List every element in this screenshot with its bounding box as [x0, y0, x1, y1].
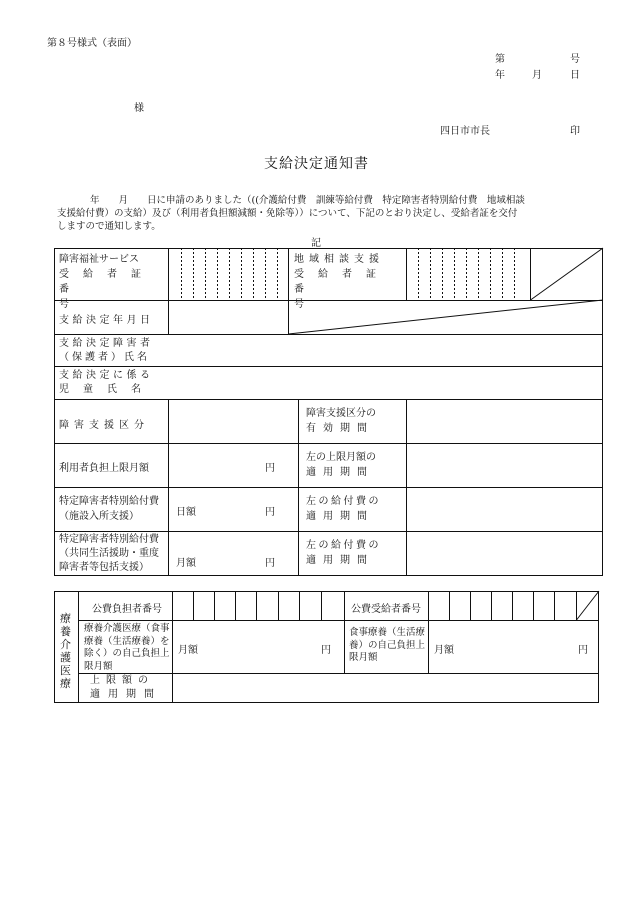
- disability-class-label: 障害支援区分: [59, 420, 149, 431]
- medical-care-side-label: 療養介護医療: [60, 612, 71, 690]
- issuer-name: 四日市市長: [440, 126, 490, 137]
- service-recipient-number-label: 障害福祉サービス 受給者証 番号: [59, 254, 155, 310]
- doc-number-prefix: 第: [495, 54, 505, 65]
- body-line-1: 年 月 日に申請のありました（((介護給付費 訓練等給付費 特定障害者特別給付費 地域相談: [90, 195, 525, 206]
- consult-recipient-number-label: 地域相談支援 受給者証 番号: [294, 254, 390, 310]
- user-burden-yen: 円: [265, 463, 275, 474]
- meal-monthly-yen: 円: [578, 645, 588, 656]
- recipient-honorific: 様: [134, 103, 144, 114]
- cap-period-label: 左の上限月額の 適用期間: [306, 452, 376, 478]
- body-line-3: しますので通知します。: [57, 221, 161, 232]
- facility-benefit-period-label: 左の給付費の 適用期間: [306, 496, 381, 522]
- ki-marker: 記: [311, 238, 321, 249]
- medical-monthly-yen: 円: [321, 645, 331, 656]
- medical-cap-label: 療養介護医療（食事 療養（生活療養）を 除く）の自己負担上 限月額: [84, 623, 170, 672]
- special-benefit-group-label: 特定障害者特別給付費 （共同生活援助・重度 障害者等包括支援）: [59, 534, 159, 573]
- page-title: 支給決定通知書: [264, 156, 369, 172]
- date-year: 年: [495, 70, 505, 81]
- monthly-amount-label: 月額: [176, 558, 196, 569]
- meal-monthly-label: 月額: [434, 645, 454, 656]
- monthly-amount-yen: 円: [265, 558, 275, 569]
- doc-number-suffix: 号: [570, 54, 580, 65]
- daily-amount-label: 日額: [176, 507, 196, 518]
- user-burden-cap-label: 利用者負担上限月額: [59, 463, 149, 474]
- form-number-label: 第８号様式（表面）: [47, 38, 137, 49]
- decision-date-label: 支給決定年月日: [59, 315, 154, 326]
- child-name-label: 支給決定に係る 児童氏名: [59, 370, 155, 395]
- seal-mark: 印: [570, 126, 580, 137]
- date-day: 日: [570, 70, 580, 81]
- daily-amount-yen: 円: [265, 507, 275, 518]
- body-line-2: 支援給付費）の支給）及び（利用者負担額減額・免除等））について、下記のとおり決定し、受給者証を交付: [57, 208, 518, 219]
- date-month: 月: [532, 70, 542, 81]
- public-payer-number-label: 公費負担者番号: [92, 604, 162, 615]
- group-benefit-period-label: 左の給付費の 適用期間: [306, 540, 381, 566]
- cap-applicable-period-label: 上限額の 適用期間: [90, 675, 162, 700]
- class-valid-period-label: 障害支援区分の 有効期間: [306, 408, 376, 434]
- meal-cap-label: 食事療養（生活療 養）の自己負担上 限月額: [349, 627, 426, 663]
- medical-monthly-label: 月額: [178, 645, 198, 656]
- special-benefit-facility-label: 特定障害者特別給付費 （施設入所支援）: [59, 496, 159, 522]
- decided-person-label: 支給決定障害者 （保護者）氏名: [59, 338, 154, 363]
- public-recipient-number-label: 公費受給者番号: [351, 604, 421, 615]
